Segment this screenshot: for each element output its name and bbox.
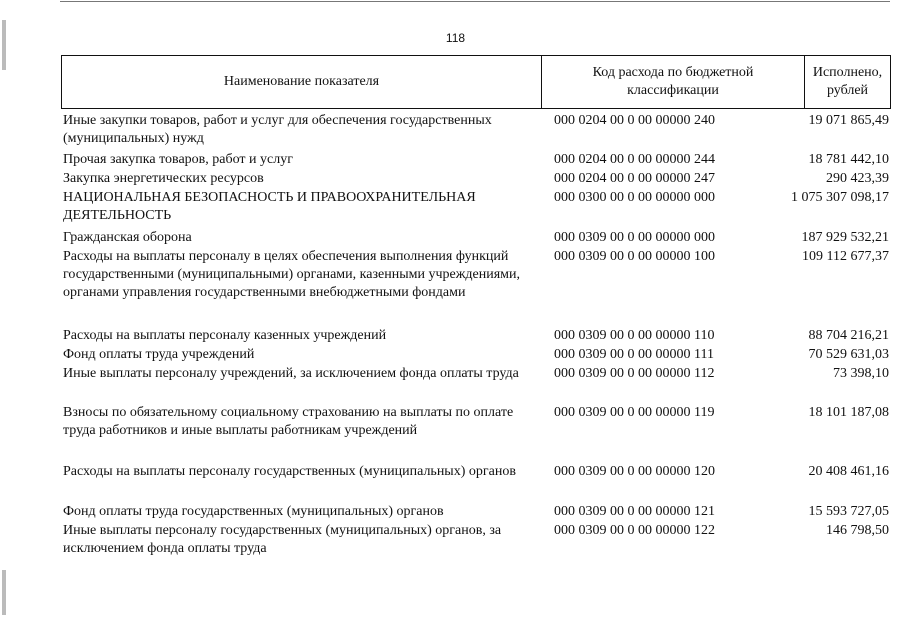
row-value: 18 781 442,10 — [808, 152, 889, 167]
row-name: Прочая закупка товаров, работ и услуг — [63, 152, 293, 167]
row-code: 000 0309 00 0 00 00000 000 — [554, 230, 715, 245]
row-name: НАЦИОНАЛЬНАЯ БЕЗОПАСНОСТЬ И ПРАВООХРАНИТЕЛЬНАЯ ДЕЯТЕЛЬНОСТЬ — [63, 190, 476, 223]
scan-edge-mark — [2, 20, 6, 70]
row-value: 146 798,50 — [826, 523, 889, 538]
scan-edge-mark — [2, 570, 6, 615]
row-code: 000 0309 00 0 00 00000 112 — [554, 366, 715, 381]
row-code: 000 0309 00 0 00 00000 122 — [554, 523, 715, 538]
top-rule — [60, 1, 890, 2]
row-name: Иные выплаты персоналу учреждений, за исключением фонда оплаты труда — [63, 366, 519, 381]
row-name: Фонд оплаты труда государственных (муниципальных) органов — [63, 504, 444, 519]
row-value: 290 423,39 — [826, 171, 889, 186]
header-value-column: Исполнено, рублей — [812, 65, 883, 98]
row-value: 19 071 865,49 — [808, 113, 889, 128]
row-code: 000 0204 00 0 00 00000 244 — [554, 152, 715, 167]
row-value: 70 529 631,03 — [808, 347, 889, 362]
row-code: 000 0309 00 0 00 00000 110 — [554, 328, 715, 343]
row-value: 109 112 677,37 — [802, 249, 889, 264]
row-value: 187 929 532,21 — [801, 230, 889, 245]
row-code: 000 0309 00 0 00 00000 120 — [554, 464, 715, 479]
row-name: Иные закупки товаров, работ и услуг для обеспечения государственных (муниципальных) нужд — [63, 113, 492, 146]
row-name: Взносы по обязательному социальному страхованию на выплаты по оплате труда работников и иные выплаты работникам учреждений — [63, 405, 514, 438]
row-value: 88 704 216,21 — [808, 328, 889, 343]
row-name: Расходы на выплаты персоналу казенных учреждений — [63, 328, 387, 343]
row-code: 000 0204 00 0 00 00000 240 — [554, 113, 715, 128]
page-number: 118 — [445, 31, 466, 45]
row-code: 000 0300 00 0 00 00000 000 — [554, 190, 715, 205]
row-name: Расходы на выплаты персоналу в целях обеспечения выполнения функций государственными (муниципальными) органами, казенными учреждениями, органами управления государственными внебюджетными фондами — [63, 249, 520, 300]
row-code: 000 0309 00 0 00 00000 111 — [554, 347, 714, 362]
row-code: 000 0309 00 0 00 00000 119 — [554, 405, 715, 420]
row-code: 000 0309 00 0 00 00000 100 — [554, 249, 715, 264]
row-value: 15 593 727,05 — [808, 504, 889, 519]
table-header — [61, 55, 891, 109]
row-name: Фонд оплаты труда учреждений — [63, 347, 255, 362]
row-name: Расходы на выплаты персоналу государственных (муниципальных) органов — [63, 464, 516, 479]
row-name: Гражданская оборона — [63, 230, 192, 245]
row-name: Закупка энергетических ресурсов — [63, 171, 264, 186]
row-code: 000 0309 00 0 00 00000 121 — [554, 504, 715, 519]
row-value: 18 101 187,08 — [808, 405, 889, 420]
row-value: 20 408 461,16 — [808, 464, 889, 479]
row-value: 1 075 307 098,17 — [791, 190, 889, 205]
row-value: 73 398,10 — [833, 366, 889, 381]
row-name: Иные выплаты персоналу государственных (муниципальных) органов, за исключением фонда оплаты труда — [63, 523, 502, 556]
header-name-column: Наименование показателя — [223, 74, 380, 89]
row-code: 000 0204 00 0 00 00000 247 — [554, 171, 715, 186]
header-code-column: Код расхода по бюджетной классификации — [541, 56, 805, 108]
